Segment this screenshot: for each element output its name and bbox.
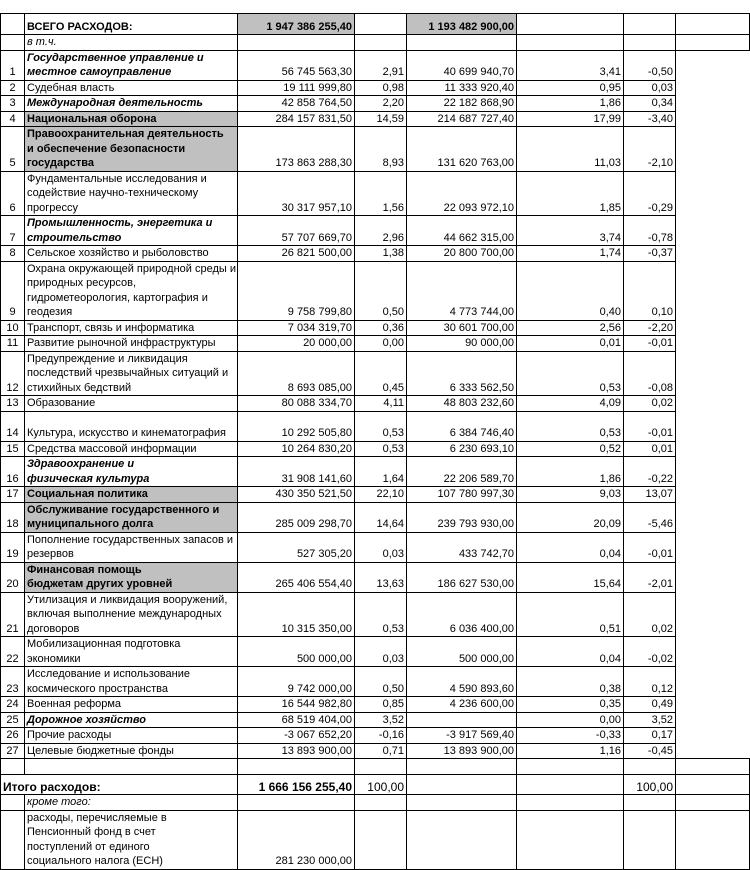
row-value-d: -0,22	[624, 457, 676, 487]
header-num-cell	[1, 14, 25, 35]
row-value-pa: 4,11	[355, 396, 407, 412]
row-number: 24	[1, 697, 25, 713]
row-value-d: -2,10	[624, 127, 676, 172]
row-value-b: 44 662 315,00	[407, 216, 517, 246]
row-number: 25	[1, 712, 25, 728]
row-value-a: 31 908 141,60	[238, 457, 355, 487]
row-value-d: -0,45	[624, 743, 676, 759]
table-row	[1, 261, 750, 320]
row-value-d: -0,29	[624, 171, 676, 216]
row-value-pa: 14,59	[355, 111, 407, 127]
row-value-d: -0,50	[624, 50, 676, 80]
row-value-d: -0,37	[624, 246, 676, 262]
row-value-a: 284 157 831,50	[238, 111, 355, 127]
row-value-b: 131 620 763,00	[407, 127, 517, 172]
row-name: Утилизация и ликвидация вооружений, включая выполнение международных договоров	[25, 592, 238, 637]
row-value-b: 48 803 232,60	[407, 396, 517, 412]
row-name: Социальная политика	[25, 487, 238, 503]
row-value-pb: -0,33	[517, 728, 624, 744]
row-value-b: -3 917 569,40	[407, 728, 517, 744]
table-row	[1, 532, 750, 562]
row-value-a: 56 745 563,30	[238, 50, 355, 80]
row-value-pb: 2,56	[517, 320, 624, 336]
row-value-a: 173 863 288,30	[238, 127, 355, 172]
row-value-pa: 3,52	[355, 712, 407, 728]
row-value-pa: 2,20	[355, 96, 407, 112]
row-name: Правоохранительная деятельность и обеспечение безопасности государства	[25, 127, 238, 172]
row-name: Дорожное хозяйство	[25, 712, 238, 728]
row-value-b: 30 601 700,00	[407, 320, 517, 336]
row-value-b: 4 590 893,60	[407, 667, 517, 697]
row-number: 1	[1, 50, 25, 80]
row-value-pa: 0,00	[355, 336, 407, 352]
row-value-a: 10 315 350,00	[238, 592, 355, 637]
row-value-pa: 0,85	[355, 697, 407, 713]
row-name: Фундаментальные исследования и содействие научно-техническому прогрессу	[25, 171, 238, 216]
table-row	[1, 457, 750, 487]
row-value-d: 0,12	[624, 667, 676, 697]
row-value-pb: 0,53	[517, 351, 624, 396]
row-value-pb: 9,03	[517, 487, 624, 503]
row-value-pb: 0,52	[517, 441, 624, 457]
row-value-d: -0,01	[624, 411, 676, 441]
header-empty-cell	[355, 14, 407, 35]
row-value-b: 186 627 530,00	[407, 562, 517, 592]
row-name: Обслуживание государственного и муниципального долга	[25, 502, 238, 532]
row-value-pa: 1,64	[355, 457, 407, 487]
row-value-b: 4 773 744,00	[407, 261, 517, 320]
row-value-b	[407, 712, 517, 728]
row-number: 11	[1, 336, 25, 352]
row-value-b: 22 093 972,10	[407, 171, 517, 216]
row-value-pb: 0,00	[517, 712, 624, 728]
table-row	[1, 396, 750, 412]
row-name: Военная реформа	[25, 697, 238, 713]
row-name: Средства массовой информации	[25, 441, 238, 457]
row-value-pa: 22,10	[355, 487, 407, 503]
row-name: Судебная власть	[25, 80, 238, 96]
pension-value: 281 230 000,00	[238, 810, 355, 869]
row-value-a: 9 758 799,80	[238, 261, 355, 320]
row-value-pb: 0,04	[517, 637, 624, 667]
row-value-d: 3,52	[624, 712, 676, 728]
row-name: Образование	[25, 396, 238, 412]
row-value-pb: 1,86	[517, 457, 624, 487]
row-value-b: 13 893 900,00	[407, 743, 517, 759]
row-value-a: 80 088 334,70	[238, 396, 355, 412]
row-value-pb: 3,41	[517, 50, 624, 80]
table-row	[1, 411, 750, 441]
row-number: 8	[1, 246, 25, 262]
row-number: 6	[1, 171, 25, 216]
row-number: 17	[1, 487, 25, 503]
table-row	[1, 743, 750, 759]
row-name: Охрана окружающей природной среды и природных ресурсов, гидрометеорология, картография и геодезия	[25, 261, 238, 320]
table-row	[1, 592, 750, 637]
row-value-d: -0,78	[624, 216, 676, 246]
row-value-a: 19 111 999,80	[238, 80, 355, 96]
row-value-d: -0,08	[624, 351, 676, 396]
row-value-pa: 2,96	[355, 216, 407, 246]
row-value-d: -3,40	[624, 111, 676, 127]
row-number: 10	[1, 320, 25, 336]
row-value-a: 68 519 404,00	[238, 712, 355, 728]
row-value-pb: 1,85	[517, 171, 624, 216]
row-value-a: 265 406 554,40	[238, 562, 355, 592]
row-number: 12	[1, 351, 25, 396]
row-value-a: 9 742 000,00	[238, 667, 355, 697]
subtitle-row	[1, 35, 750, 51]
table-row	[1, 171, 750, 216]
row-number: 13	[1, 396, 25, 412]
row-value-a: 430 350 521,50	[238, 487, 355, 503]
budget-table	[0, 13, 750, 870]
row-value-a: 10 264 830,20	[238, 441, 355, 457]
row-value-pb: 11,03	[517, 127, 624, 172]
table-row	[1, 637, 750, 667]
row-value-d: 13,07	[624, 487, 676, 503]
row-name: Исследование и использование космического пространства	[25, 667, 238, 697]
row-value-b: 500 000,00	[407, 637, 517, 667]
row-value-pb: 0,53	[517, 411, 624, 441]
spacer-row	[1, 759, 750, 775]
table-row	[1, 216, 750, 246]
row-value-a: 57 707 669,70	[238, 216, 355, 246]
total-row	[1, 775, 750, 795]
row-number: 18	[1, 502, 25, 532]
row-value-b: 22 182 868,90	[407, 96, 517, 112]
row-value-pa: 0,45	[355, 351, 407, 396]
row-value-pa: 8,93	[355, 127, 407, 172]
row-value-a: 16 544 982,80	[238, 697, 355, 713]
row-value-pb: 1,74	[517, 246, 624, 262]
row-name: Промышленность, энергетика и строительство	[25, 216, 238, 246]
row-value-pb: 4,09	[517, 396, 624, 412]
row-name: Прочие расходы	[25, 728, 238, 744]
also-label: кроме того:	[25, 795, 238, 811]
row-value-d: -0,01	[624, 532, 676, 562]
row-value-pb: 1,16	[517, 743, 624, 759]
header-title: ВСЕГО РАСХОДОВ:	[25, 14, 238, 35]
row-number: 4	[1, 111, 25, 127]
row-value-b: 107 780 997,30	[407, 487, 517, 503]
header-total-b: 1 193 482 900,00	[407, 14, 517, 35]
row-value-pa: 14,64	[355, 502, 407, 532]
header-empty-cell	[624, 14, 676, 35]
row-value-pb: 17,99	[517, 111, 624, 127]
row-value-b: 11 333 920,40	[407, 80, 517, 96]
row-name: Национальная оборона	[25, 111, 238, 127]
row-value-pb: 0,40	[517, 261, 624, 320]
row-value-pb: 0,51	[517, 592, 624, 637]
row-value-a: 30 317 957,10	[238, 171, 355, 216]
row-name: Сельское хозяйство и рыболовство	[25, 246, 238, 262]
row-value-d: -5,46	[624, 502, 676, 532]
row-value-pa: 0,03	[355, 637, 407, 667]
row-value-d: 0,49	[624, 697, 676, 713]
row-value-a: 527 305,20	[238, 532, 355, 562]
row-value-pa: 0,98	[355, 80, 407, 96]
row-name: Международная деятельность	[25, 96, 238, 112]
table-row	[1, 667, 750, 697]
row-value-pa: 1,38	[355, 246, 407, 262]
table-row	[1, 111, 750, 127]
row-name: Мобилизационная подготовка экономики	[25, 637, 238, 667]
row-value-a: 42 858 764,50	[238, 96, 355, 112]
row-value-pa: 0,03	[355, 532, 407, 562]
row-number: 27	[1, 743, 25, 759]
row-value-b: 40 699 940,70	[407, 50, 517, 80]
row-value-b: 214 687 727,40	[407, 111, 517, 127]
row-value-d: 0,34	[624, 96, 676, 112]
total-pct-b: 100,00	[624, 775, 676, 795]
row-number: 7	[1, 216, 25, 246]
row-value-pa: 13,63	[355, 562, 407, 592]
table-row	[1, 728, 750, 744]
row-value-pa: 0,71	[355, 743, 407, 759]
row-value-a: 500 000,00	[238, 637, 355, 667]
table-row	[1, 320, 750, 336]
row-value-b: 90 000,00	[407, 336, 517, 352]
row-value-pa: 0,50	[355, 261, 407, 320]
total-value: 1 666 156 255,40	[238, 775, 355, 795]
table-row	[1, 336, 750, 352]
table-row	[1, 246, 750, 262]
row-value-pb: 20,09	[517, 502, 624, 532]
row-value-b: 6 384 746,40	[407, 411, 517, 441]
row-value-d: 0,03	[624, 80, 676, 96]
row-number: 2	[1, 80, 25, 96]
header-total-a: 1 947 386 255,40	[238, 14, 355, 35]
row-name: Государственное управление и местное самоуправление	[25, 50, 238, 80]
header-empty-cell	[676, 14, 750, 35]
row-value-a: 10 292 505,80	[238, 411, 355, 441]
row-value-a: 8 693 085,00	[238, 351, 355, 396]
row-value-pb: 3,74	[517, 216, 624, 246]
row-value-pb: 0,35	[517, 697, 624, 713]
table-row	[1, 712, 750, 728]
row-value-pb: 0,95	[517, 80, 624, 96]
table-row	[1, 96, 750, 112]
table-row	[1, 50, 750, 80]
row-value-d: 0,02	[624, 396, 676, 412]
row-value-d: -2,20	[624, 320, 676, 336]
row-value-b: 239 793 930,00	[407, 502, 517, 532]
row-number: 9	[1, 261, 25, 320]
total-label: Итого расходов:	[1, 775, 238, 795]
row-value-d: -0,01	[624, 336, 676, 352]
row-number: 3	[1, 96, 25, 112]
row-value-a: 285 009 298,70	[238, 502, 355, 532]
table-row	[1, 127, 750, 172]
table-row	[1, 80, 750, 96]
header-row	[1, 14, 750, 35]
table-row	[1, 351, 750, 396]
row-value-b: 6 230 693,10	[407, 441, 517, 457]
row-number: 23	[1, 667, 25, 697]
subtitle-label: в т.ч.	[25, 35, 238, 51]
row-value-a: 26 821 500,00	[238, 246, 355, 262]
row-value-pa: 0,53	[355, 592, 407, 637]
row-number: 19	[1, 532, 25, 562]
table-row	[1, 562, 750, 592]
row-value-b: 6 333 562,50	[407, 351, 517, 396]
row-value-d: -2,01	[624, 562, 676, 592]
row-name: Развитие рыночной инфраструктуры	[25, 336, 238, 352]
row-value-d: 0,10	[624, 261, 676, 320]
row-value-pb: 15,64	[517, 562, 624, 592]
row-value-pa: 2,91	[355, 50, 407, 80]
row-name: Целевые бюджетные фонды	[25, 743, 238, 759]
row-value-b: 4 236 600,00	[407, 697, 517, 713]
row-name: Предупреждение и ликвидация последствий чрезвычайных ситуаций и стихийных бедствий	[25, 351, 238, 396]
row-value-a: 20 000,00	[238, 336, 355, 352]
row-value-pa: -0,16	[355, 728, 407, 744]
row-number: 22	[1, 637, 25, 667]
row-value-d: 0,02	[624, 592, 676, 637]
row-value-a: 13 893 900,00	[238, 743, 355, 759]
row-value-pb: 1,86	[517, 96, 624, 112]
row-name: Финансовая помощь бюджетам других уровней	[25, 562, 238, 592]
row-number: 26	[1, 728, 25, 744]
row-value-d: 0,01	[624, 441, 676, 457]
row-number: 20	[1, 562, 25, 592]
table-row	[1, 487, 750, 503]
row-value-pb: 0,38	[517, 667, 624, 697]
row-value-b: 433 742,70	[407, 532, 517, 562]
row-value-pa: 0,50	[355, 667, 407, 697]
row-value-b: 6 036 400,00	[407, 592, 517, 637]
row-number: 15	[1, 441, 25, 457]
total-pct-a: 100,00	[355, 775, 407, 795]
row-value-pa: 0,36	[355, 320, 407, 336]
row-number: 14	[1, 411, 25, 441]
row-number: 16	[1, 457, 25, 487]
row-value-pb: 0,01	[517, 336, 624, 352]
row-name: Здравоохранение и физическая культура	[25, 457, 238, 487]
row-number: 5	[1, 127, 25, 172]
row-name: Транспорт, связь и информатика	[25, 320, 238, 336]
row-value-pb: 0,04	[517, 532, 624, 562]
row-value-pa: 1,56	[355, 171, 407, 216]
also-row	[1, 795, 750, 811]
row-value-pa: 0,53	[355, 441, 407, 457]
row-value-d: -0,02	[624, 637, 676, 667]
table-row	[1, 441, 750, 457]
row-value-a: -3 067 652,20	[238, 728, 355, 744]
row-name: Культура, искусство и кинематография	[25, 411, 238, 441]
pension-text: расходы, перечисляемые в Пенсионный фонд в счет поступлений от единого социального налога (ЕСН)	[25, 810, 238, 869]
row-value-a: 7 034 319,70	[238, 320, 355, 336]
row-value-pa: 0,53	[355, 411, 407, 441]
pension-row	[1, 810, 750, 869]
row-value-b: 20 800 700,00	[407, 246, 517, 262]
row-value-b: 22 206 589,70	[407, 457, 517, 487]
row-number: 21	[1, 592, 25, 637]
table-row	[1, 502, 750, 532]
row-name: Пополнение государственных запасов и резервов	[25, 532, 238, 562]
header-empty-cell	[517, 14, 624, 35]
table-row	[1, 697, 750, 713]
row-value-d: 0,17	[624, 728, 676, 744]
